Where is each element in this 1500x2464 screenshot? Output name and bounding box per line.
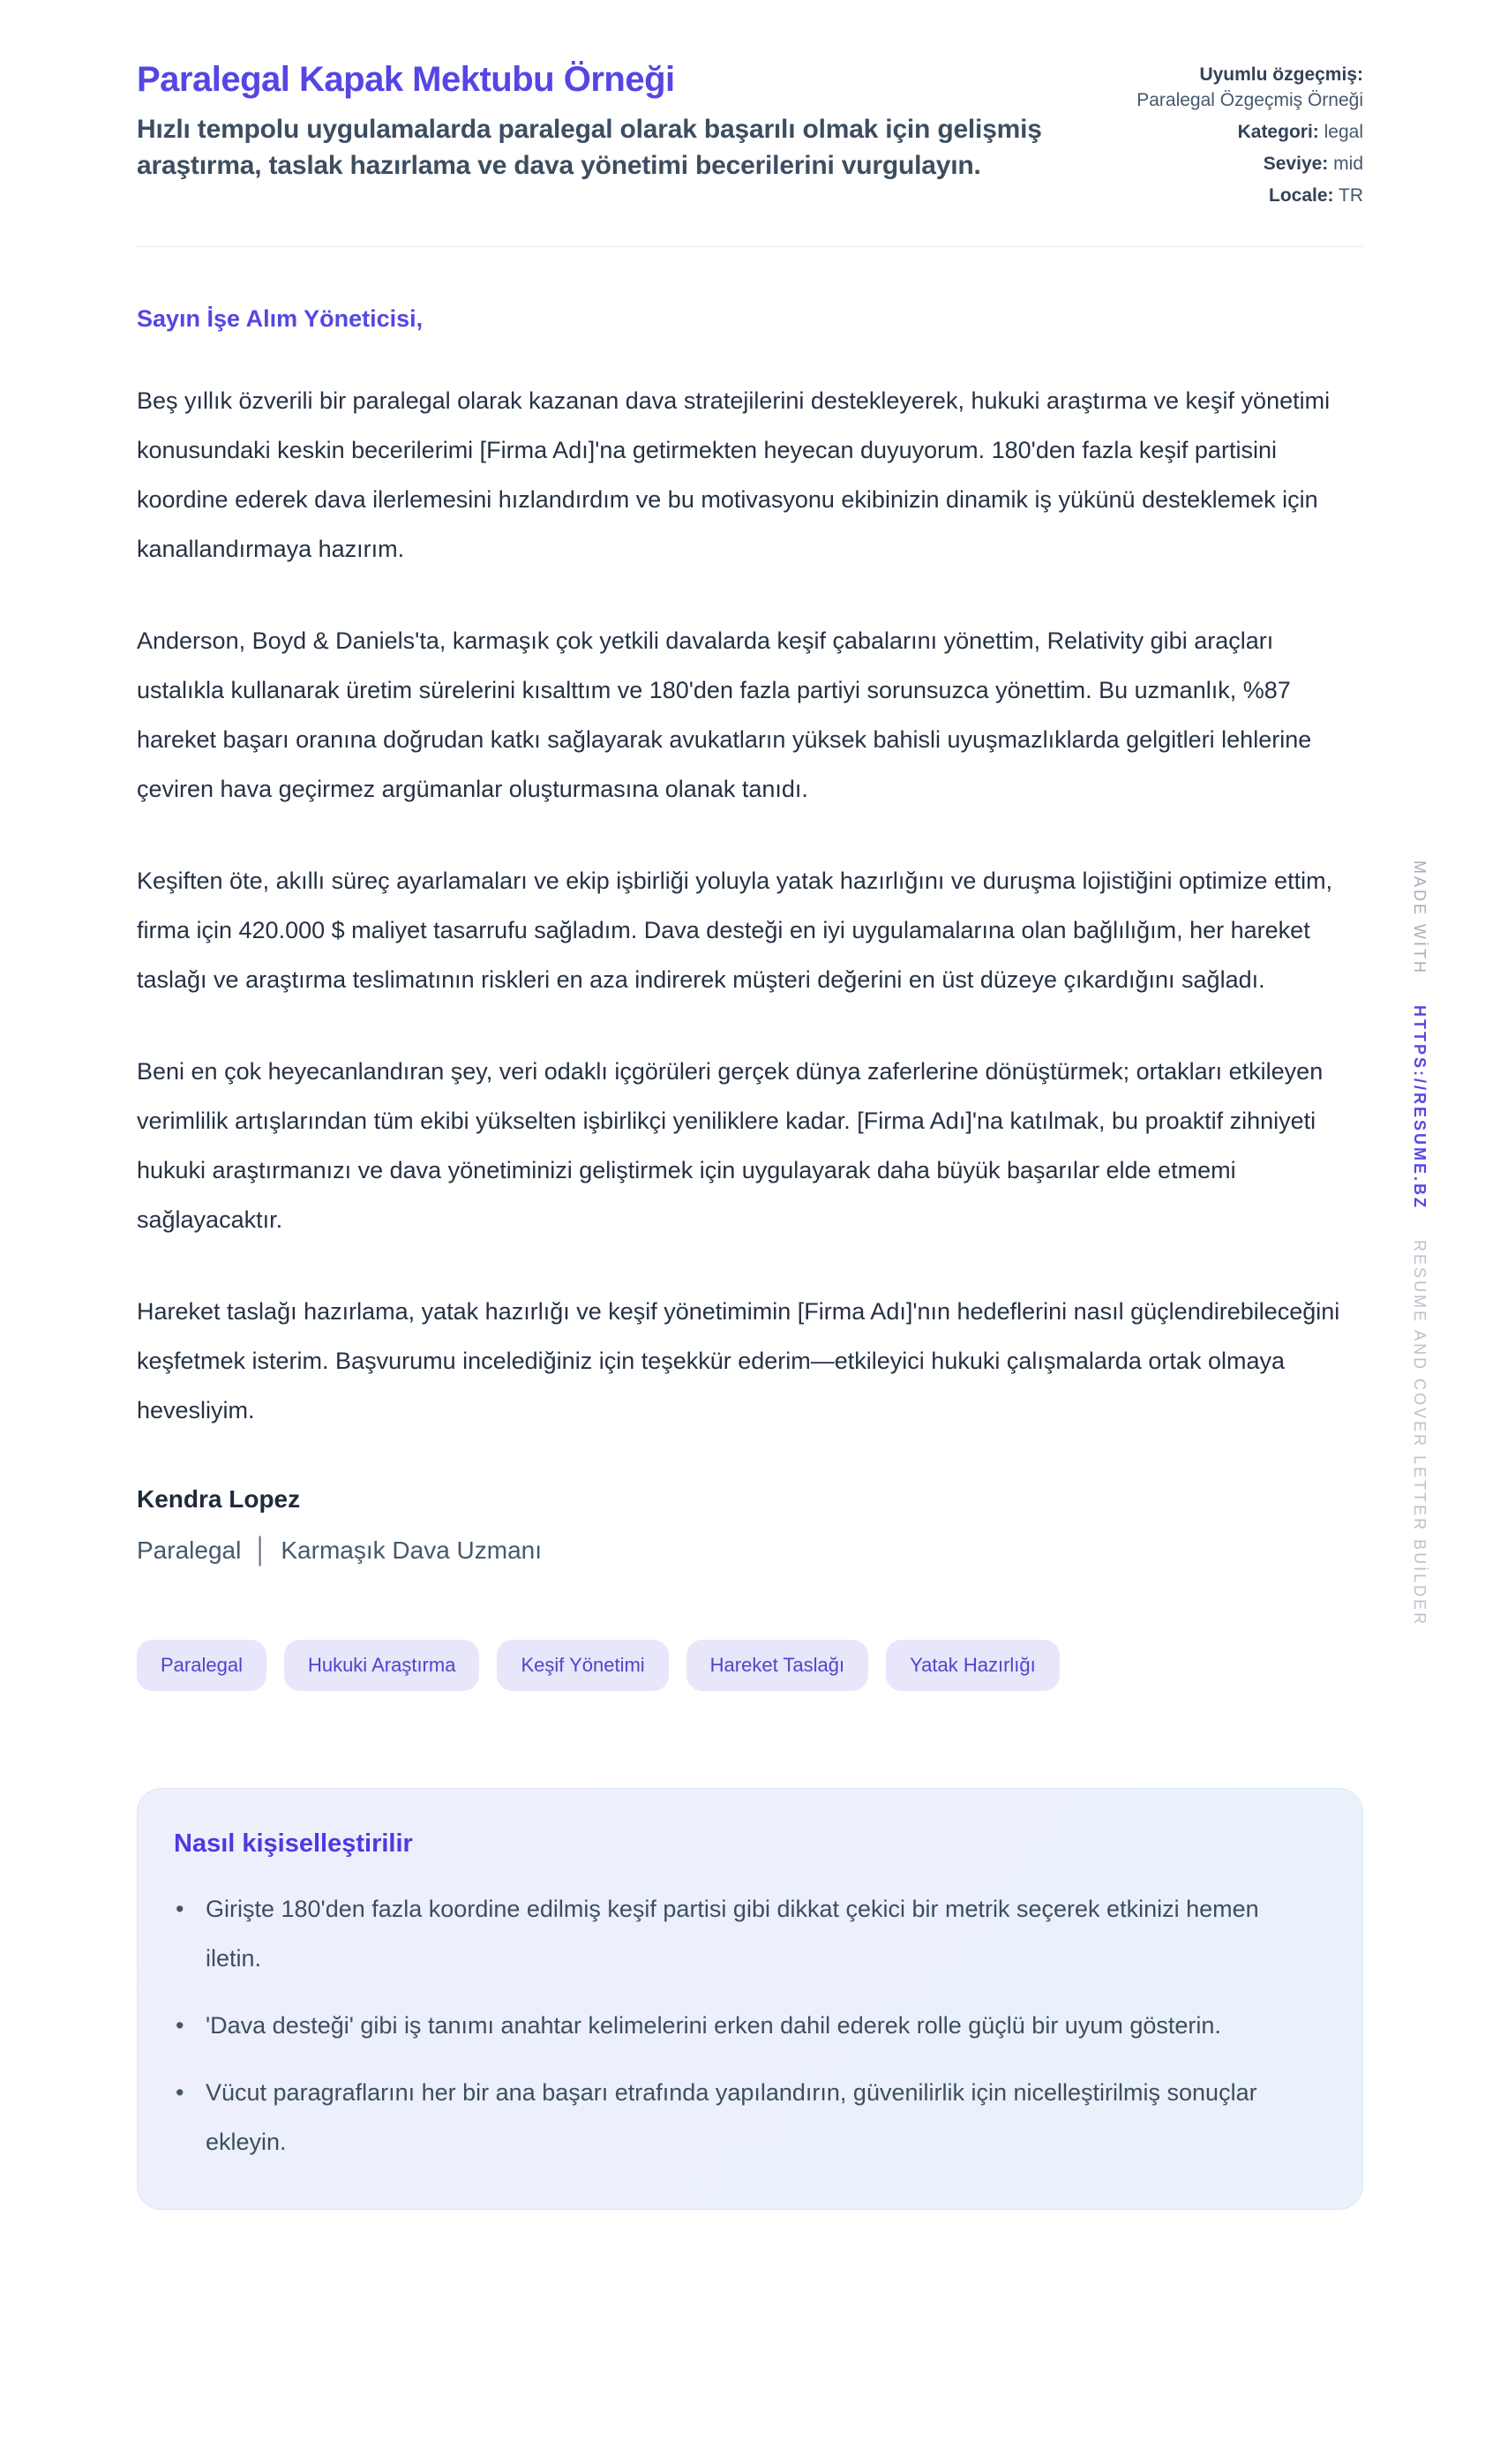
- tag-hareket-taslagi[interactable]: Hareket Taslağı: [686, 1640, 868, 1691]
- personalize-list: [174, 1884, 1324, 2167]
- header-title-block: [137, 58, 1090, 184]
- tip-text: 'Dava desteği' gibi iş tanımı anahtar kelimelerini erken dahil ederek rolle güçlü bir uyum gösterin.: [206, 2012, 1221, 2039]
- letter-paragraph-3: Keşiften öte, akıllı süreç ayarlamaları ve ekip işbirliği yoluyla yatak hazırlığını ve duruşma lojistiğini optimize ettim, firma için 420.000 $ maliyet tasarrufu sağladım. Dava desteği en iyi uygulamalarına olan bağlılığım, her hareket taslağı ve araştırma teslimatının riskleri en aza indirerek müşteri değerini en üst düzeye çıkardığını sağladı.: [137, 868, 1333, 993]
- page-subtitle: Hızlı tempolu uygulamalarda paralegal olarak başarılı olmak için gelişmiş araştırma, taslak hazırlama ve dava yönetimi becerilerini vurgulayın.: [137, 115, 1042, 180]
- signature-title: Karmaşık Dava Uzmanı: [281, 1536, 543, 1564]
- meta-value: TR: [1339, 185, 1363, 206]
- tip-text: Vücut paragraflarını her bir ana başarı etrafında yapılandırın, güvenilirlik için nicelleştirilmiş sonuçlar ekleyin.: [206, 2079, 1257, 2155]
- watermark-suffix: RESUME AND COVER LETTER BUİLDER: [1411, 1240, 1429, 1627]
- letter-body: [137, 304, 1363, 1566]
- meta-category: [1136, 119, 1363, 145]
- meta-panel: [1136, 58, 1363, 214]
- bullet-icon: •: [176, 1896, 184, 1922]
- meta-label: Kategori:: [1237, 122, 1319, 142]
- meta-value: Paralegal Özgeçmiş Örneği: [1136, 90, 1363, 110]
- letter-paragraph-2: Anderson, Boyd & Daniels'ta, karmaşık çok yetkili davalarda keşif çabalarını yönettim, Relativity gibi araçları ustalıkla kullanarak üretim sürelerini kısalttım ve 180'den fazla partiyi sorunsuzca yönettim. Bu uzmanlık, %87 hareket başarı oranına doğrudan katkı sağlayarak avukatların yüksek bahisli uyuşmazlıklarda gelgitleri lehlerine çeviren hava geçirmez argümanlar oluşturmasına olanak tanıdı.: [137, 627, 1312, 802]
- meta-locale: [1136, 183, 1363, 208]
- letter-greeting: Sayın İşe Alım Yöneticisi,: [137, 305, 424, 332]
- tag-yatak-hazirligi[interactable]: Yatak Hazırlığı: [886, 1640, 1060, 1691]
- signature-role-line: [137, 1536, 1363, 1566]
- meta-label: Uyumlu özgeçmiş:: [1199, 64, 1363, 85]
- tag-kesif-yonetimi[interactable]: Keşif Yönetimi: [497, 1640, 668, 1691]
- meta-value: legal: [1324, 122, 1363, 142]
- bullet-icon: •: [176, 2079, 184, 2106]
- personalize-title: Nasıl kişiselleştirilir: [174, 1829, 413, 1858]
- meta-value: mid: [1333, 154, 1363, 174]
- meta-label: Seviye:: [1263, 154, 1329, 174]
- letter-paragraph-1: Beş yıllık özverili bir paralegal olarak kazanan dava stratejilerini destekleyerek, hukuki araştırma ve keşif yönetimi konusundaki keskin becerilerimi [Firma Adı]'na getirmekten heyecan duyuyorum. 180'den fazla keşif partisini koordine ederek dava ilerlemesini hızlandırdım ve bu motivasyonu ekibinizin dinamik iş yükünü desteklemek için kanallandırmaya hazırım.: [137, 387, 1331, 562]
- personalize-box: [137, 1788, 1363, 2210]
- letter-paragraph-4: Beni en çok heyecanlandıran şey, veri odaklı içgörüleri gerçek dünya zaferlerine dönüştürmek; ortakları etkileyen verimlilik artışlarından tüm ekibi yükselten işbirlikçi yeniliklere kadar. [Firma Adı]'na katılmak, bu proaktif zihniyeti hukuki araştırmanızı ve dava yönetiminizi geliştirmek için uygulayarak daha büyük başarılar elde etmemi sağlayacaktır.: [137, 1058, 1324, 1233]
- tag-list: [137, 1640, 1363, 1691]
- bullet-icon: •: [176, 2012, 184, 2039]
- header-divider: [137, 246, 1363, 247]
- signature-role: Paralegal: [137, 1536, 242, 1564]
- meta-label: Locale:: [1269, 185, 1334, 206]
- tip-item-2: [174, 2001, 1324, 2050]
- watermark-prefix: MADE WİTH: [1411, 860, 1429, 975]
- meta-matching-resume: [1136, 62, 1363, 113]
- page-title: Paralegal Kapak Mektubu Örneği: [137, 60, 675, 99]
- signature-name: Kendra Lopez: [137, 1485, 301, 1513]
- page-header: [137, 58, 1363, 214]
- meta-level: [1136, 151, 1363, 177]
- tip-item-1: [174, 1884, 1324, 1983]
- letter-paragraph-5: Hareket taslağı hazırlama, yatak hazırlığı ve keşif yönetimimin [Firma Adı]'nın hedeflerini nasıl güçlendirebileceğini keşfetmek isterim. Başvurumu incelediğiniz için teşekkür ederim—etkileyici hukuki çalışmalarda ortak olmaya hevesliyim.: [137, 1298, 1340, 1424]
- tip-text: Girişte 180'den fazla koordine edilmiş keşif partisi gibi dikkat çekici bir metrik seçerek etkinizi hemen iletin.: [206, 1896, 1259, 1972]
- watermark-link[interactable]: HTTPS://RESUME.BZ: [1411, 1005, 1429, 1211]
- tag-paralegal[interactable]: Paralegal: [137, 1640, 266, 1691]
- tag-hukuki-arastirma[interactable]: Hukuki Araştırma: [284, 1640, 480, 1691]
- watermark-vertical: [1410, 860, 1429, 1626]
- signature-separator: │: [253, 1536, 269, 1564]
- tip-item-3: [174, 2068, 1324, 2167]
